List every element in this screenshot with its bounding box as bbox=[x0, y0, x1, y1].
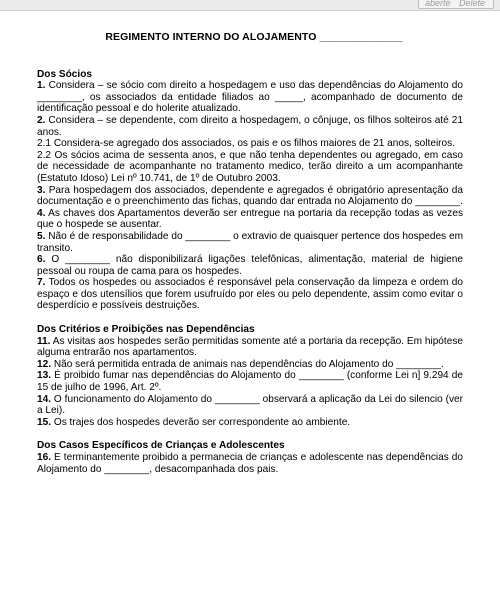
item-text: As chaves dos Apartamentos deverão ser entregue na portaria da recepção todas as vezes que o hospede se ausentar. bbox=[37, 207, 463, 231]
section-heading-criterios: Dos Critérios e Proibições nas Dependências bbox=[37, 324, 255, 336]
item-12 bbox=[37, 359, 463, 371]
item-text: Não é de responsabilidade do ________ o extravio de quaisquer pertence dos hospedes em transito. bbox=[37, 230, 463, 254]
document-title: REGIMENTO INTERNO DO ALOJAMENTO ______________ bbox=[105, 31, 403, 43]
item-number: 6. bbox=[37, 254, 46, 266]
section-heading-criancas: Dos Casos Específicos de Crianças e Adolescentes bbox=[37, 440, 285, 452]
item-text: 2.1 Considera-se agregado dos associados, os pais e os filhos maiores de 21 anos, solteiros. bbox=[37, 138, 456, 150]
item-3 bbox=[37, 185, 463, 208]
delete-link[interactable]: Delete bbox=[458, 0, 485, 8]
item-text: Os trajes dos hospedes deverão ser correspondente ao ambiente. bbox=[51, 416, 351, 428]
item-text: Para hospedagem dos associados, dependente e agregados é obrigatório apresentação da documentação e o preenchimento das fichas, quando dar entrada no Alojamento do ________. bbox=[37, 184, 463, 208]
item-2-2 bbox=[37, 150, 463, 185]
item-number: 15. bbox=[37, 416, 52, 428]
item-number: 5. bbox=[37, 230, 46, 242]
top-toolbar bbox=[0, 0, 500, 11]
item-text: Considera – se sócio com direito a hospedagem e uso das dependências do Alojamento do ________, os associados da entidade filiados ao _____, acompanhado de documento de identificação pessoal e do holerite atualizado. bbox=[37, 80, 463, 115]
item-11 bbox=[37, 336, 463, 359]
item-4 bbox=[37, 208, 463, 231]
section-spacer bbox=[37, 428, 463, 440]
item-text: E terminantemente proibido a permanecia de crianças e adolescente nas dependências do Alojamento do ________, desacompanhada dos pais. bbox=[37, 452, 463, 475]
open-link[interactable]: aberte bbox=[424, 0, 451, 8]
item-5 bbox=[37, 231, 463, 254]
item-14 bbox=[37, 394, 463, 417]
item-1 bbox=[37, 80, 463, 115]
item-13 bbox=[37, 370, 463, 393]
item-text: As visitas aos hospedes serão permitidas somente até a portaria da recepção. Em hipótese alguma entrarão nos apartamentos. bbox=[37, 335, 463, 359]
item-16 bbox=[37, 452, 463, 475]
item-number: 3. bbox=[37, 184, 46, 196]
item-text: Não será permitida entrada de animais nas dependências do Alojamento do ________. bbox=[51, 358, 444, 370]
item-2-1 bbox=[37, 138, 463, 150]
item-text: É proibido fumar nas dependências do Alojamento do ________ (conforme Lei n] 9.294 de 15 de julho de 1996, Art. 2º. bbox=[37, 370, 463, 394]
item-text: O funcionamento do Alojamento do ________ observará a aplicação da Lei do silencio (ver a Lei). bbox=[37, 393, 463, 417]
item-number: 13. bbox=[37, 370, 52, 382]
item-number: 16. bbox=[37, 452, 52, 463]
item-number: 14. bbox=[37, 393, 52, 405]
top-actions bbox=[418, 0, 494, 9]
item-text: Todos os hospedes ou associados é responsável pela conservação da limpeza e ordem do espaço e dos utensílios que forem usufruído por eles ou pelo dependente, assim como evitar o desperdício e possíveis destruições. bbox=[37, 277, 463, 312]
item-number: 7. bbox=[37, 277, 46, 289]
item-6 bbox=[37, 254, 463, 277]
document-page bbox=[37, 32, 463, 475]
item-number: 4. bbox=[37, 207, 46, 219]
item-2 bbox=[37, 115, 463, 138]
item-text: O ________ não disponibilizará ligações telefônicas, alimentação, material de higiene pessoal ou roupa de cama para os hospedes. bbox=[37, 254, 463, 277]
item-text: 2.2 Os sócios acima de sessenta anos, e que não tenha dependentes ou agregado, em caso de necessidade de acompanhante no tratamento medico, terão direito a um acompanhante (Estatuto Idoso) Lei nº 10.741, de 1º de Outubro 2003. bbox=[37, 149, 463, 184]
item-7 bbox=[37, 277, 463, 312]
item-15 bbox=[37, 417, 463, 429]
item-number: 12. bbox=[37, 358, 52, 370]
item-number: 11. bbox=[37, 335, 51, 347]
item-text: Considera – se dependente, com direito a hospedagem, o cônjuge, os filhos solteiros até 21 anos. bbox=[37, 114, 463, 138]
item-number: 2. bbox=[37, 114, 46, 126]
section-spacer bbox=[37, 312, 463, 324]
item-number: 1. bbox=[37, 80, 46, 92]
section-heading-socios: Dos Sócios bbox=[37, 68, 92, 80]
